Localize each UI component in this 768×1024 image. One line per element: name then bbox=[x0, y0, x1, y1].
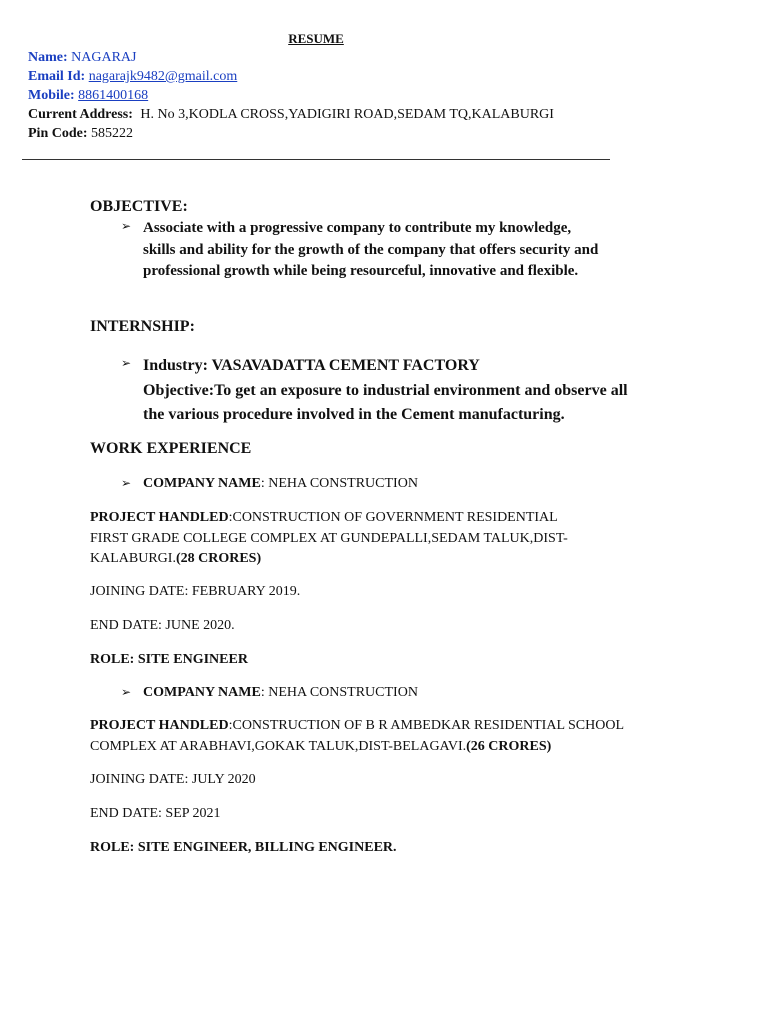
job1-joining-date: JOINING DATE: FEBRUARY 2019. bbox=[90, 584, 301, 599]
job2-project bbox=[90, 716, 690, 757]
mobile-label: Mobile: bbox=[28, 88, 75, 103]
objective-line: professional growth while being resourceful, innovative and flexible. bbox=[143, 263, 579, 279]
objective-line: Associate with a progressive company to contribute my knowledge, bbox=[143, 220, 572, 236]
email-label: Email Id: bbox=[28, 69, 86, 84]
project-line: KALABURGI. bbox=[90, 551, 176, 566]
job2-role: ROLE: SITE ENGINEER, BILLING ENGINEER. bbox=[90, 840, 397, 855]
objective-text bbox=[143, 218, 598, 283]
pin-line bbox=[28, 124, 133, 143]
job1-company bbox=[143, 474, 703, 495]
job2-company bbox=[143, 683, 703, 704]
resume-title: RESUME bbox=[288, 31, 344, 46]
job1-bullet-icon: ➢ bbox=[121, 476, 132, 490]
company-value: : NEHA CONSTRUCTION bbox=[260, 685, 418, 700]
name-label: Name: bbox=[28, 50, 68, 65]
internship-objective-line: Objective:To get an exposure to industrial environment and observe all bbox=[143, 381, 628, 399]
job2-end-date: END DATE: SEP 2021 bbox=[90, 806, 221, 821]
job2-joining-date: JOINING DATE: JULY 2020 bbox=[90, 772, 256, 787]
name-line bbox=[28, 48, 137, 67]
internship-text bbox=[143, 354, 628, 428]
address-label: Current Address: bbox=[28, 107, 133, 122]
pin-value: 585222 bbox=[91, 126, 133, 141]
header-divider bbox=[22, 159, 610, 160]
name-value: NAGARAJ bbox=[71, 50, 137, 65]
objective-line: skills and ability for the growth of the company that offers security and bbox=[143, 241, 599, 258]
internship-industry: Industry: VASAVADATTA CEMENT FACTORY bbox=[143, 357, 480, 374]
project-line: :CONSTRUCTION OF GOVERNMENT RESIDENTIAL bbox=[228, 510, 558, 525]
email-line bbox=[28, 67, 237, 86]
project-label: PROJECT HANDLED bbox=[90, 510, 229, 525]
project-line: COMPLEX AT ARABHAVI,GOKAK TALUK,DIST-BELAGAVI. bbox=[90, 738, 467, 754]
company-value: : NEHA CONSTRUCTION bbox=[260, 476, 418, 491]
address-value: H. No 3,KODLA CROSS,YADIGIRI ROAD,SEDAM TQ,KALABURGI bbox=[140, 107, 554, 122]
project-amount: (28 CRORES) bbox=[175, 551, 262, 566]
mobile-link[interactable]: 8861400168 bbox=[78, 88, 149, 103]
company-label: COMPANY NAME bbox=[143, 685, 261, 700]
project-label: PROJECT HANDLED bbox=[90, 718, 229, 733]
mobile-line bbox=[28, 86, 148, 105]
internship-objective-line: the various procedure involved in the Cement manufacturing. bbox=[143, 406, 565, 423]
work-experience-heading: WORK EXPERIENCE bbox=[90, 440, 252, 457]
job1-project bbox=[90, 508, 650, 570]
job1-role: ROLE: SITE ENGINEER bbox=[90, 652, 248, 667]
project-amount: (26 CRORES) bbox=[466, 738, 552, 754]
job2-bullet-icon: ➢ bbox=[121, 685, 132, 699]
email-link[interactable]: nagarajk9482@gmail.com bbox=[88, 69, 238, 84]
internship-bullet-icon: ➢ bbox=[121, 356, 132, 370]
project-line: FIRST GRADE COLLEGE COMPLEX AT GUNDEPALLI,SEDAM TALUK,DIST- bbox=[90, 530, 568, 546]
address-line bbox=[28, 105, 554, 124]
pin-label: Pin Code: bbox=[28, 126, 88, 141]
objective-heading: OBJECTIVE: bbox=[90, 198, 188, 215]
internship-heading: INTERNSHIP: bbox=[90, 318, 195, 335]
project-line: :CONSTRUCTION OF B R AMBEDKAR RESIDENTIAL SCHOOL bbox=[228, 718, 624, 733]
job1-end-date: END DATE: JUNE 2020. bbox=[90, 618, 235, 633]
objective-bullet-icon: ➢ bbox=[121, 219, 132, 233]
company-label: COMPANY NAME bbox=[143, 476, 261, 491]
